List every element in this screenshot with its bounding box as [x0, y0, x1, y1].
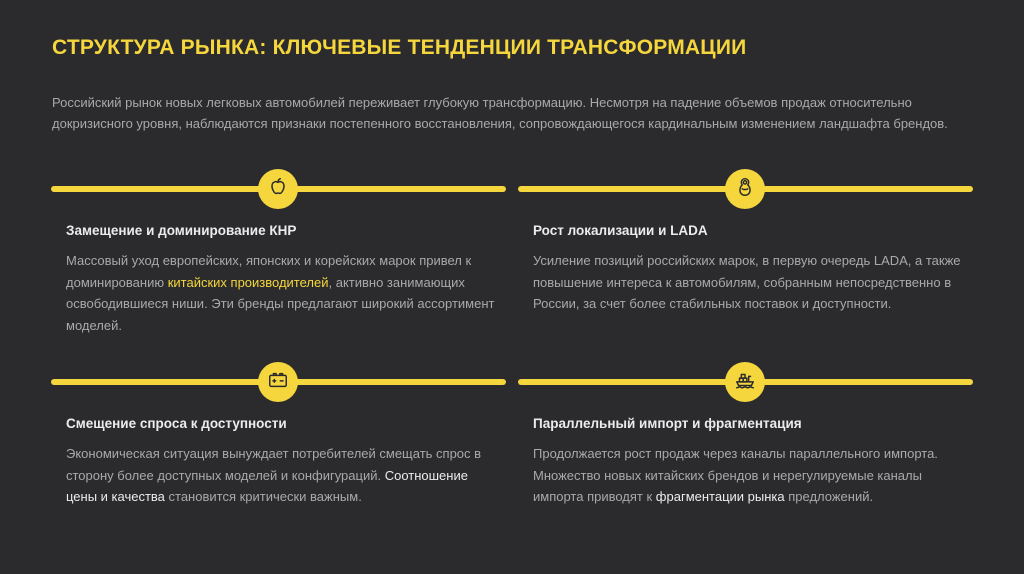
icon-badge [258, 362, 298, 402]
block-heading: Рост локализации и LADA [533, 223, 708, 238]
intro-paragraph: Российский рынок новых легковых автомобилей переживает глубокую трансформацию. Несмотря на падение объемов продаж относительно докризисного уровня, наблюдаются признаки постепенного восстановления, сопровождающегося кардинальным изменением ландшафта брендов. [52, 95, 948, 131]
battery-icon [267, 369, 289, 396]
text-segment: Экономическая ситуация вынуждает потребителей смещать спрос в сторону более доступных моделей и конфигураций. [66, 446, 482, 483]
highlight-text: фрагментации рынка [655, 489, 785, 505]
text-segment: предложений. [784, 489, 874, 505]
highlight-link[interactable]: китайских производителей [167, 274, 329, 290]
block-heading: Смещение спроса к доступности [66, 416, 287, 431]
cargo-ship-icon [734, 369, 756, 396]
block-heading: Замещение и доминирование КНР [66, 223, 297, 238]
block-text [533, 443, 963, 508]
block-text [66, 250, 496, 336]
matryoshka-icon [734, 176, 756, 203]
highlight-text: Соотношение цены и качества [66, 467, 468, 505]
text-segment: становится критически важным. [164, 489, 362, 505]
text-segment: Продолжается рост продаж через каналы параллельного импорта. Множество новых китайских брендов и нерегулируемые каналы импорта приводят к [533, 446, 938, 505]
icon-badge [725, 169, 765, 209]
icon-badge [258, 169, 298, 209]
block-text [66, 443, 496, 508]
page-title: СТРУКТУРА РЫНКА: КЛЮЧЕВЫЕ ТЕНДЕНЦИИ ТРАНСФОРМАЦИИ [52, 36, 747, 59]
icon-badge [725, 362, 765, 402]
block-text: Усиление позиций российских марок, в первую очередь LADA, а также повышение интереса к автомобилям, собранным непосредственно в России, за счет более стабильных поставок и доступности. [533, 253, 961, 312]
apple-icon [267, 176, 289, 203]
text-segment: Массовый уход европейских, японских и корейских марок привел к доминированию [66, 253, 472, 290]
text-segment: , активно занимающих освободившиеся ниши. Эти бренды предлагают широкий ассортимент моделей. [66, 274, 495, 333]
block-heading: Параллельный импорт и фрагментация [533, 416, 802, 431]
